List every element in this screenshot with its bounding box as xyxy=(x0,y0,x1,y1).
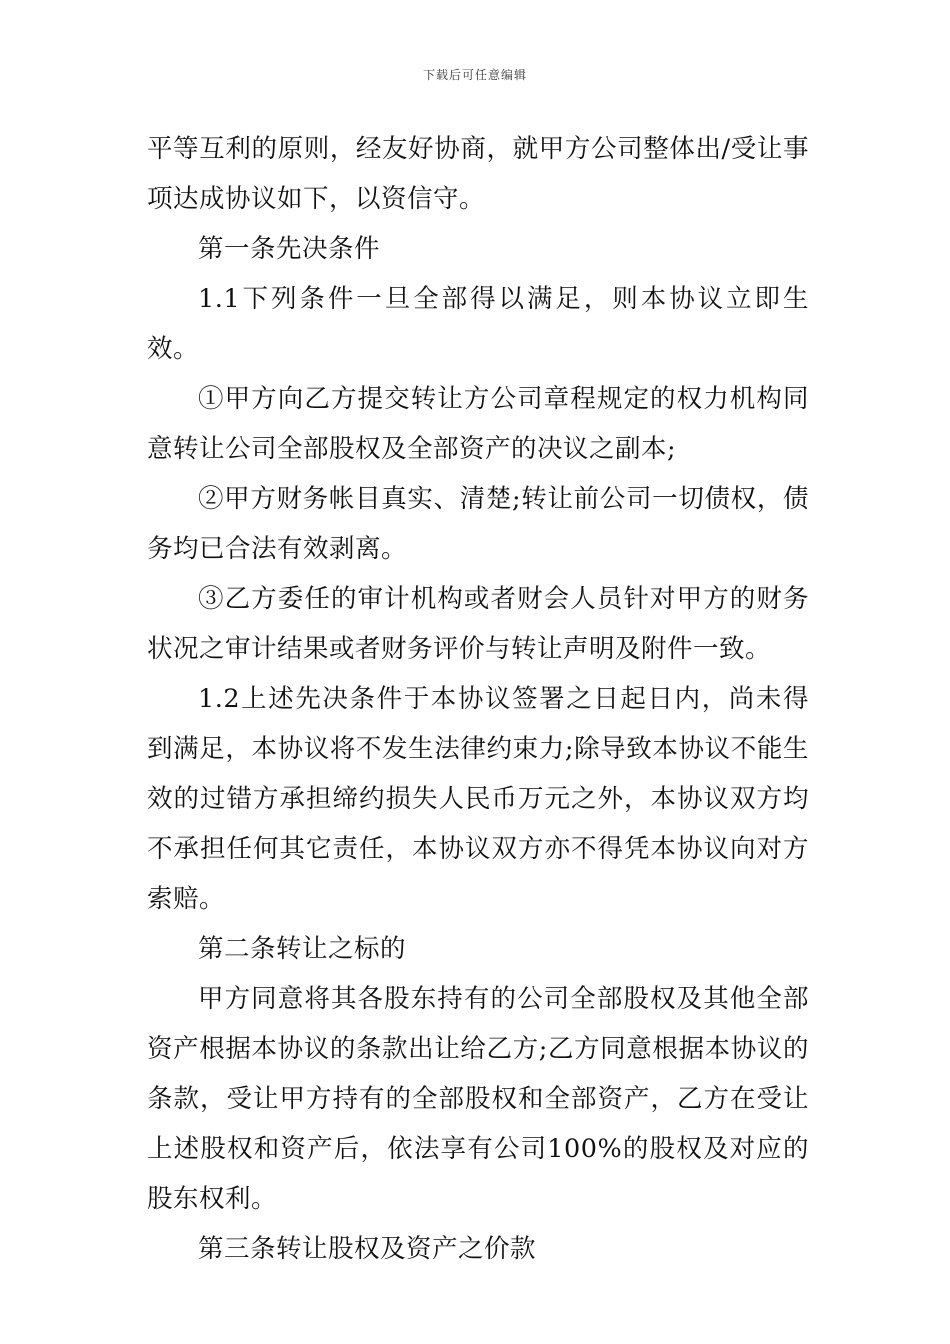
clause-1-1-item-3: ③乙方委任的审计机构或者财会人员针对甲方的财务状况之审计结果或者财务评价与转让声明及附件一致。 xyxy=(147,584,809,664)
clause-1-1-item-2: ②甲方财务帐目真实、清楚;转让前公司一切债权，债务均已合法有效剥离。 xyxy=(147,484,809,564)
clause-3-title: 第三条转让股权及资产之价款 xyxy=(198,1234,537,1264)
clause-1-1: 1.1下列条件一旦全部得以满足，则本协议立即生效。 xyxy=(147,284,809,364)
paragraph-preamble-continuation: 平等互利的原则，经友好协商，就甲方公司整体出/受让事项达成协议如下，以资信守。 xyxy=(147,134,809,214)
clause-1-2: 1.2上述先决条件于本协议签署之日起日内，尚未得到满足，本协议将不发生法律约束力;除导致本协议不能生效的过错方承担缔约损失人民币万元之外，本协议双方均不承担任何其它责任，本协议双方亦不得凭本协议向对方索赔。 xyxy=(147,684,809,914)
clause-2-body: 甲方同意将其各股东持有的公司全部股权及其他全部资产根据本协议的条款出让给乙方;乙方同意根据本协议的条款，受让甲方持有的全部股权和全部资产，乙方在受让上述股权和资产后，依法享有公司100%的股权及对应的股东权利。 xyxy=(147,984,809,1214)
page-header-note: 下载后可任意编辑 xyxy=(422,68,527,82)
clause-1-1-item-1: ①甲方向乙方提交转让方公司章程规定的权力机构同意转让公司全部股权及全部资产的决议之副本; xyxy=(147,384,809,464)
clause-2-title: 第二条转让之标的 xyxy=(198,934,407,964)
document-body xyxy=(147,124,809,1274)
clause-1-title: 第一条先决条件 xyxy=(198,234,381,264)
